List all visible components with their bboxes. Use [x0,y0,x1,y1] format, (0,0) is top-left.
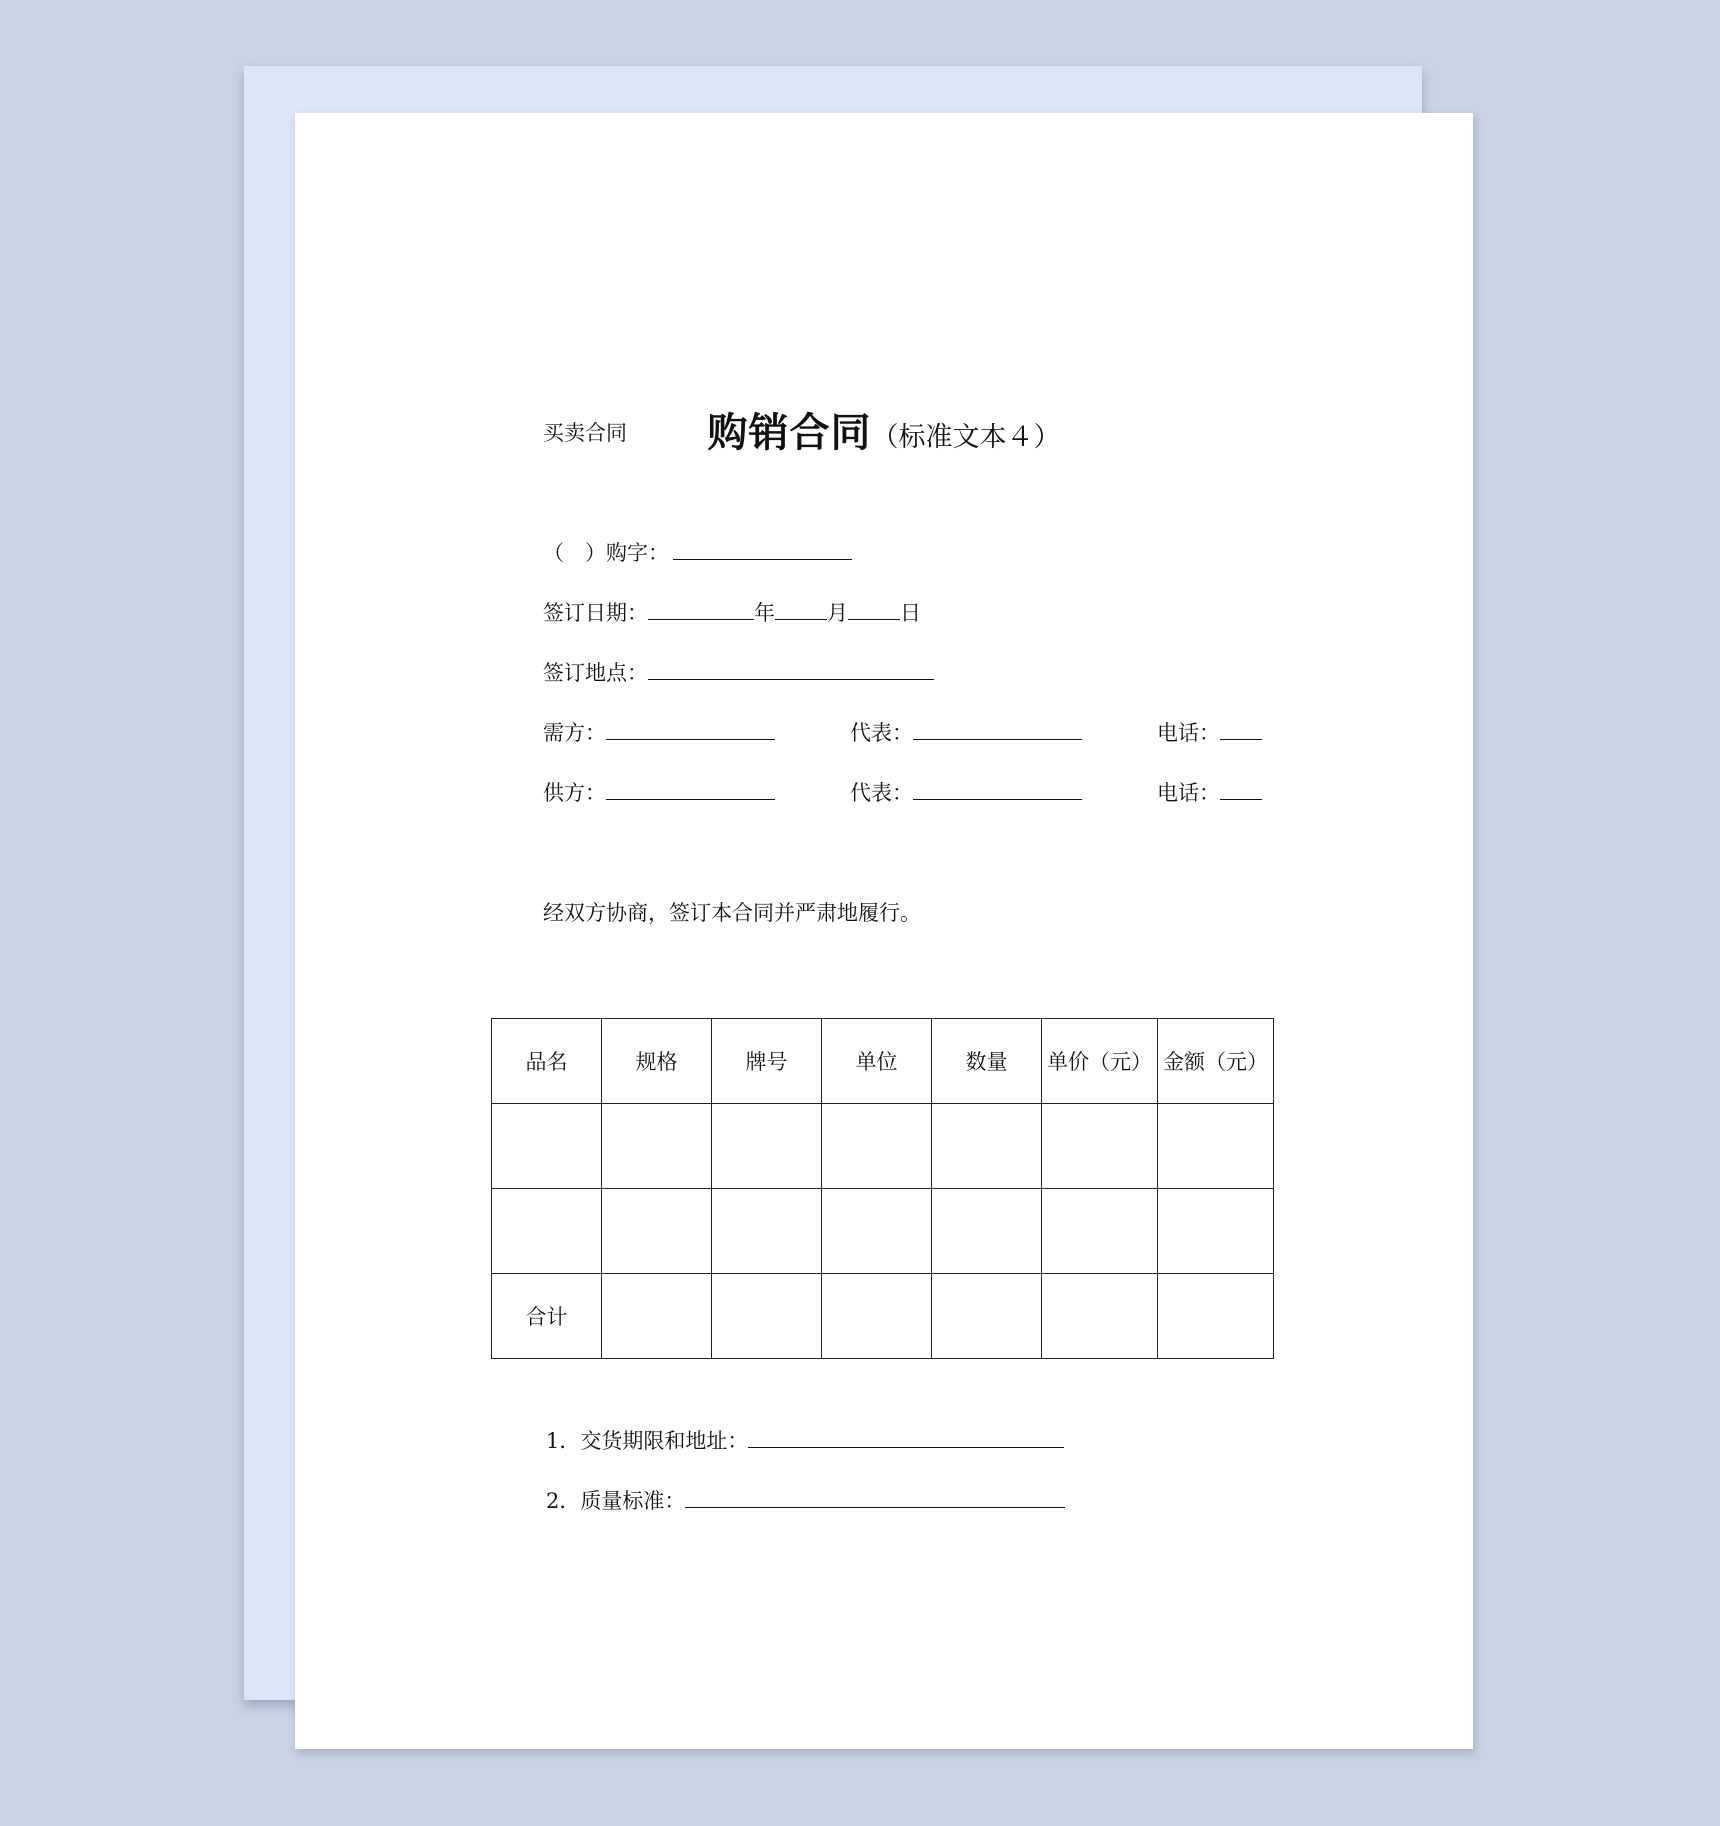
header-brand: 牌号 [712,1019,822,1104]
table-cell[interactable] [492,1189,602,1274]
seller-label: 供方： [543,781,606,805]
day-label: 日 [900,601,921,625]
year-blank [648,618,754,620]
buyer-rep-blank [913,738,1082,740]
seller-phone-line [1157,783,1262,804]
table-cell[interactable] [712,1189,822,1274]
contract-page [295,113,1473,1749]
buyer-phone-label: 电话： [1157,721,1220,745]
table-cell[interactable] [822,1189,932,1274]
buyer-phone-line [1157,723,1262,744]
seller-name-line [543,783,775,804]
header-unit-price: 单价（元） [1042,1019,1158,1104]
seller-phone-blank [1220,798,1262,800]
clause-quality [546,1491,1065,1512]
table-cell[interactable] [1158,1274,1274,1359]
contract-number-label: （ ）购字： [543,541,669,565]
table-cell[interactable] [1158,1104,1274,1189]
day-blank [848,618,900,620]
contract-number-line [543,543,852,564]
buyer-rep-line [850,723,1082,744]
header-product-name: 品名 [492,1019,602,1104]
table-cell[interactable] [492,1104,602,1189]
buyer-phone-blank [1220,738,1262,740]
clause-delivery-blank [748,1446,1064,1448]
sign-date-line [543,603,921,624]
sign-place-line [543,663,934,684]
total-label: 合计 [492,1274,602,1359]
table-row [492,1104,1274,1189]
seller-phone-label: 电话： [1157,781,1220,805]
table-row [492,1189,1274,1274]
intro-paragraph: 经双方协商，签订本合同并严肃地履行。 [543,901,921,925]
month-blank [775,618,827,620]
buyer-name-line [543,723,775,744]
table-cell[interactable] [932,1104,1042,1189]
table-cell[interactable] [1042,1274,1158,1359]
seller-rep-label: 代表： [850,781,913,805]
header-quantity: 数量 [932,1019,1042,1104]
title-main: 购销合同 [707,410,872,456]
table-cell[interactable] [932,1189,1042,1274]
buyer-label: 需方： [543,721,606,745]
sign-place-blank [648,678,934,680]
title-suffix: （标准文本４） [871,422,1061,453]
goods-table [491,1018,1274,1359]
table-cell[interactable] [712,1274,822,1359]
header-unit: 单位 [822,1019,932,1104]
table-cell[interactable] [1158,1189,1274,1274]
header-amount: 金额（元） [1158,1019,1274,1104]
month-label: 月 [827,601,848,625]
table-header-row [492,1019,1274,1104]
clause-delivery-label: 1．交货期限和地址： [546,1429,749,1453]
subtitle: 买卖合同 [543,421,627,445]
table-cell[interactable] [1042,1189,1158,1274]
table-cell[interactable] [1042,1104,1158,1189]
document-title [295,410,1473,456]
year-label: 年 [754,601,775,625]
sign-place-label: 签订地点： [543,661,648,685]
contract-number-blank [673,558,852,560]
buyer-rep-label: 代表： [850,721,913,745]
table-cell[interactable] [602,1189,712,1274]
buyer-blank [606,738,775,740]
seller-rep-line [850,783,1082,804]
seller-rep-blank [913,798,1082,800]
table-cell[interactable] [932,1274,1042,1359]
table-cell[interactable] [602,1274,712,1359]
table-cell[interactable] [822,1274,932,1359]
table-cell[interactable] [602,1104,712,1189]
table-cell[interactable] [822,1104,932,1189]
table-total-row [492,1274,1274,1359]
table-cell[interactable] [712,1104,822,1189]
clause-quality-blank [685,1506,1065,1508]
seller-blank [606,798,775,800]
clause-quality-label: 2．质量标准： [546,1489,686,1513]
sign-date-label: 签订日期： [543,601,648,625]
clause-delivery [546,1431,1064,1452]
header-spec: 规格 [602,1019,712,1104]
